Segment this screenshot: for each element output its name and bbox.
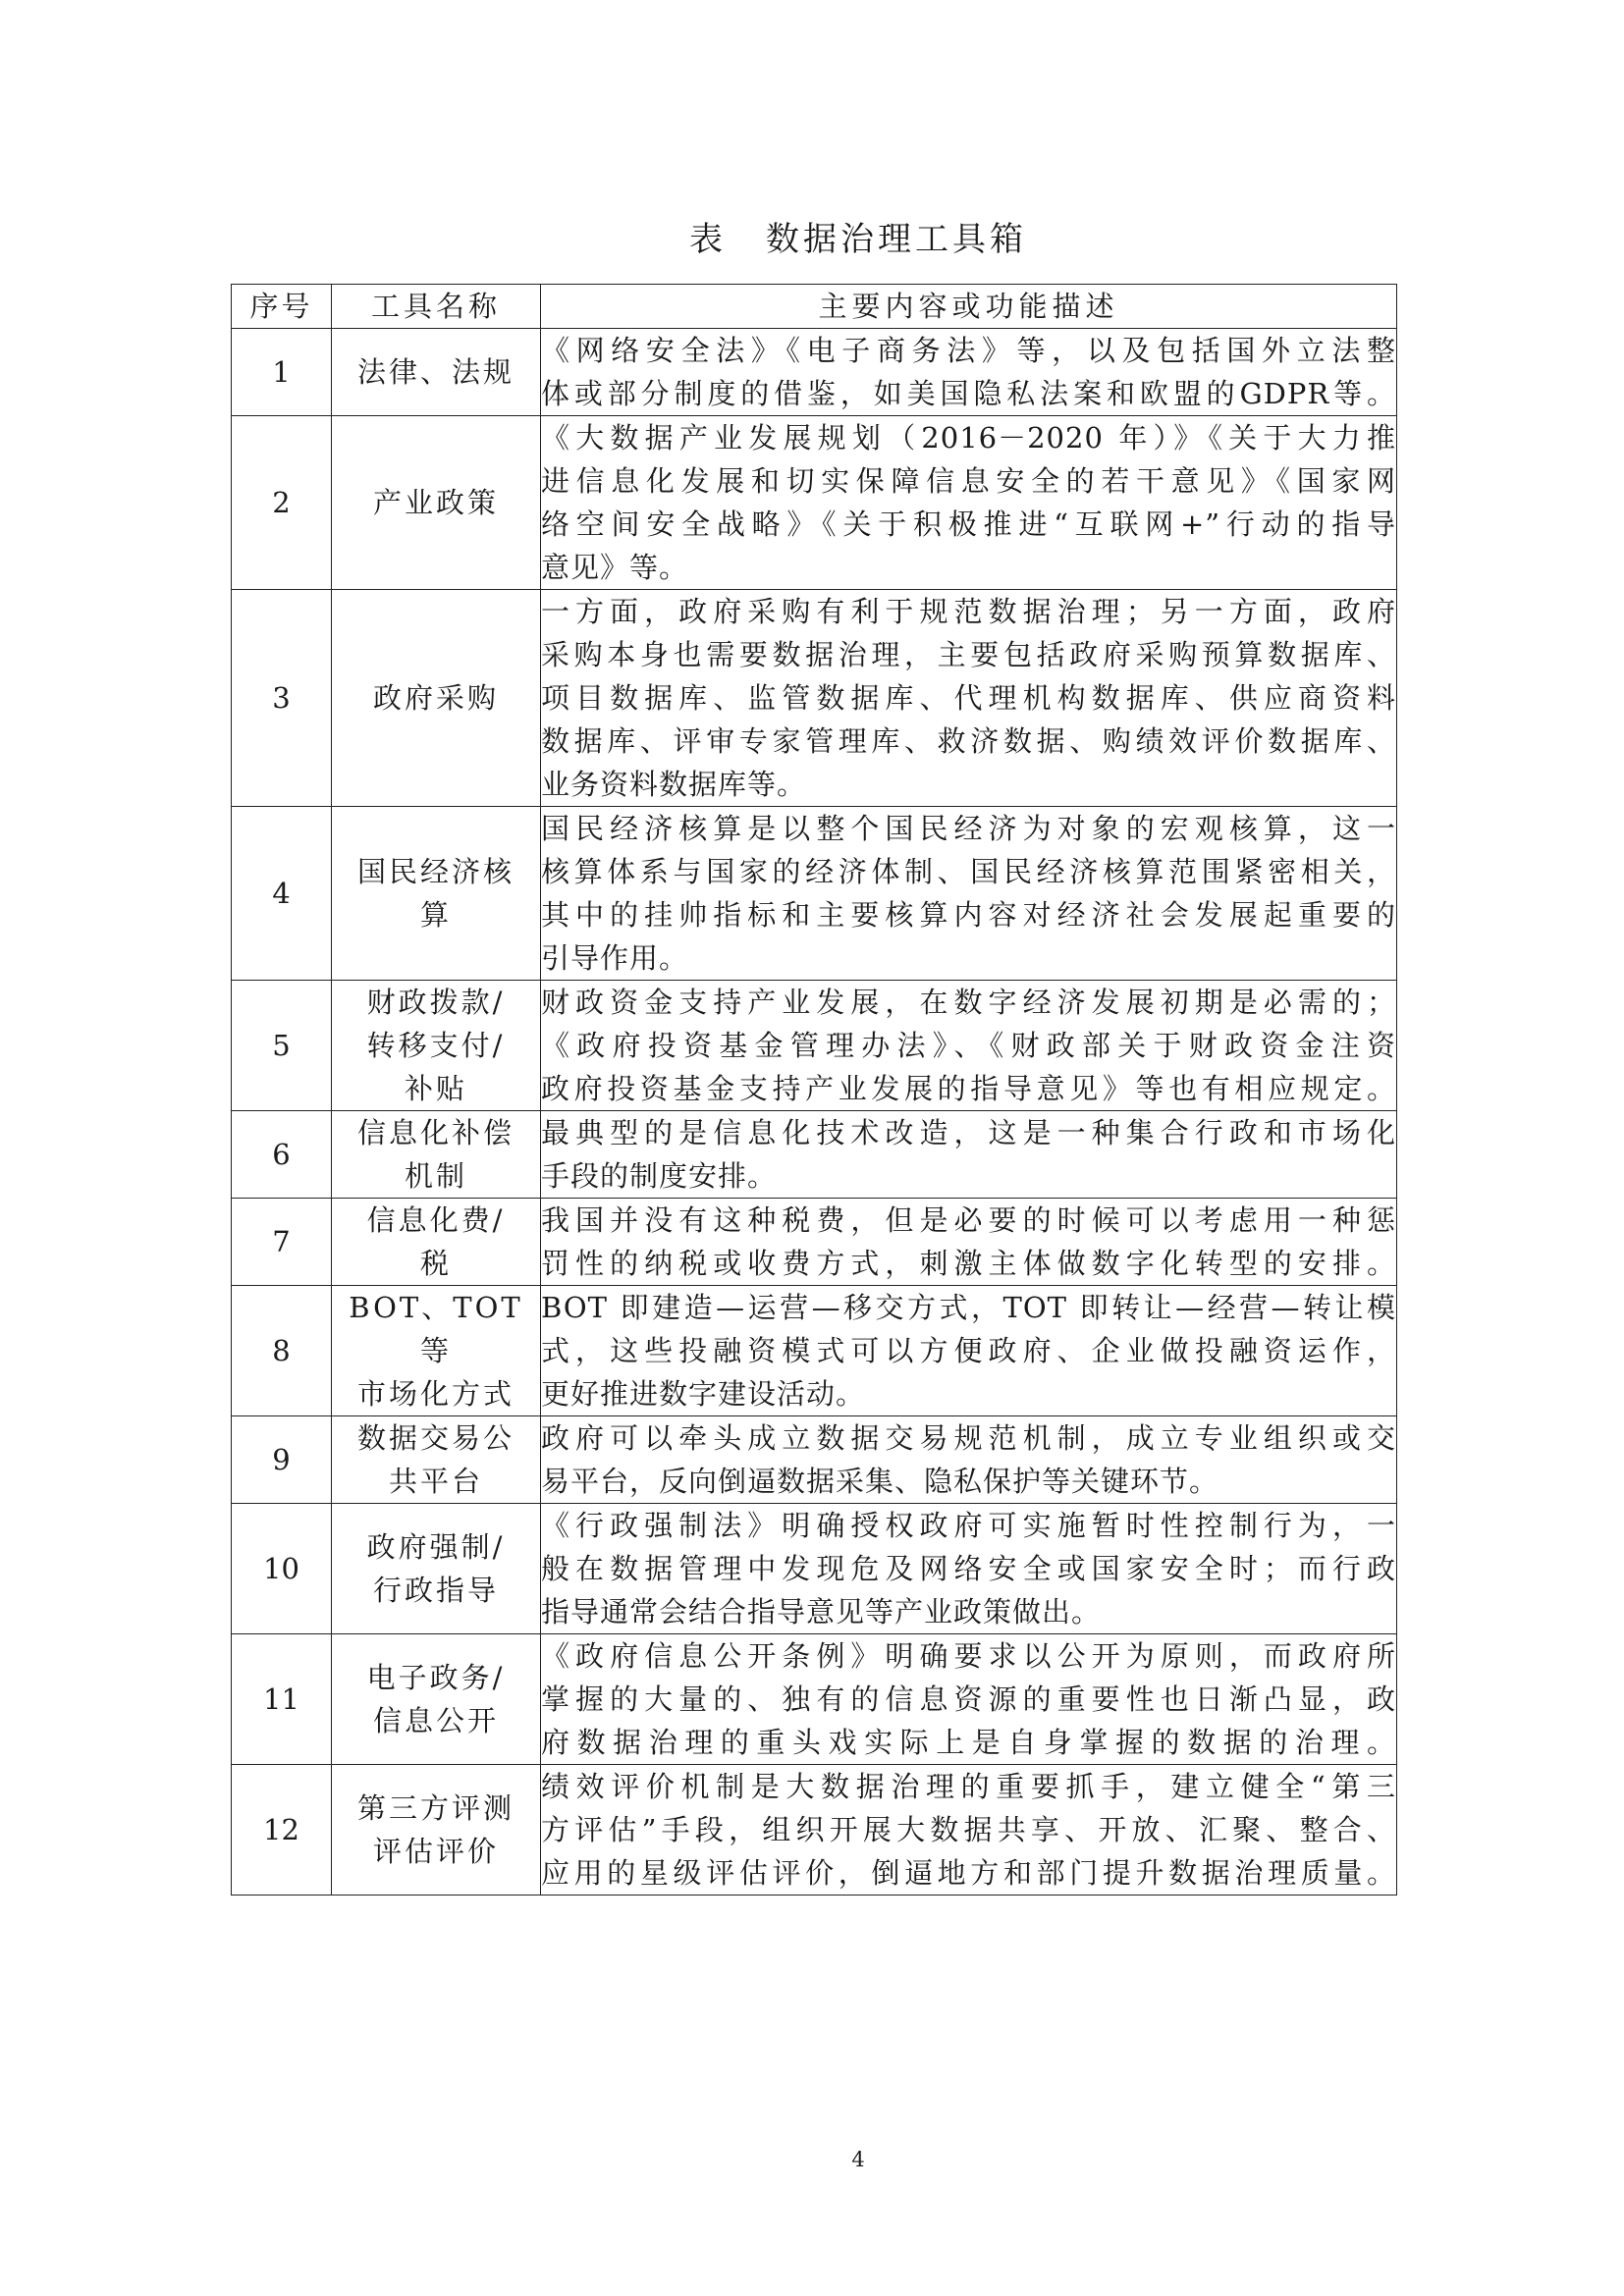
description-cell [541, 1111, 1397, 1199]
table-row [232, 807, 1397, 981]
row-serial-number: 1 [232, 329, 332, 416]
description-cell [541, 590, 1397, 807]
description-line: 采购本身也需要数据治理，主要包括政府采购预算数据库、 [541, 638, 1396, 671]
row-serial-number: 4 [232, 807, 332, 981]
tool-name-line: BOT、TOT 等 [349, 1291, 523, 1367]
description-cell [541, 1199, 1397, 1286]
tool-name-line: 市场化方式 [356, 1377, 514, 1411]
tool-name-cell [332, 1111, 541, 1199]
row-serial-number: 7 [232, 1199, 332, 1286]
header-description: 主要内容或功能描述 [541, 285, 1397, 329]
tool-name-line: 信息公开 [372, 1704, 499, 1737]
tool-name-line: 信息化费/ [366, 1203, 506, 1237]
description-cell [541, 1416, 1397, 1504]
row-serial-number: 11 [232, 1634, 332, 1765]
table-caption [0, 218, 1624, 261]
table-row [232, 981, 1397, 1111]
description-line: 易平台，反向倒逼数据采集、隐私保护等关键环节。 [541, 1465, 1219, 1498]
tool-name-line: 电子政务/ [366, 1661, 506, 1694]
tool-name-line: 法律、法规 [356, 355, 514, 389]
row-serial-number: 10 [232, 1504, 332, 1634]
table-row [232, 1286, 1397, 1416]
table-header [232, 285, 1397, 329]
row-serial-number: 5 [232, 981, 332, 1111]
table-caption-label: 表 [689, 220, 723, 259]
description-line: 般在数据管理中发现危及网络安全或国家安全时；而行政 [541, 1552, 1396, 1585]
table-row [232, 1765, 1397, 1896]
table-row [232, 329, 1397, 416]
tool-name-line: 国民经济核 [356, 855, 514, 888]
description-line: 方评估”手段，组织开展大数据共享、开放、汇聚、整合、 [541, 1813, 1396, 1846]
row-serial-number: 8 [232, 1286, 332, 1416]
table-row [232, 1634, 1397, 1765]
description-cell [541, 1504, 1397, 1634]
description-line: 项目数据库、监管数据库、代理机构数据库、供应商资料 [541, 681, 1396, 715]
tool-name-line: 税 [419, 1247, 452, 1280]
table-row [232, 1199, 1397, 1286]
table-row [232, 416, 1397, 590]
tool-name-cell [332, 807, 541, 981]
table-row [232, 1504, 1397, 1634]
description-line: 国民经济核算是以整个国民经济为对象的宏观核算，这一 [541, 812, 1396, 845]
tool-name-cell [332, 1765, 541, 1896]
tool-name-line: 产业政策 [372, 486, 499, 519]
description-line: 更好推进数字建设活动。 [541, 1377, 866, 1411]
tool-name-line: 行政指导 [372, 1574, 499, 1607]
description-line: 府数据治理的重头戏实际上是自身掌握的数据的治理。 [541, 1726, 1396, 1759]
description-cell [541, 329, 1397, 416]
tool-name-cell [332, 1634, 541, 1765]
tool-name-cell [332, 1286, 541, 1416]
tool-name-line: 转移支付/ [366, 1029, 506, 1062]
row-serial-number: 2 [232, 416, 332, 590]
description-line: 意见》等。 [541, 551, 689, 584]
description-line: 《政府投资基金管理办法》、《财政部关于财政资金注资 [541, 1029, 1396, 1062]
description-cell [541, 1765, 1397, 1896]
row-serial-number: 3 [232, 590, 332, 807]
description-line: 政府可以牵头成立数据交易规范机制，成立专业组织或交 [541, 1421, 1396, 1455]
tool-name-cell [332, 1199, 541, 1286]
tool-name-cell [332, 416, 541, 590]
table-row [232, 590, 1397, 807]
description-line: 体或部分制度的借鉴，如美国隐私法案和欧盟的GDPR等。 [541, 377, 1396, 410]
data-governance-toolbox-table [231, 284, 1397, 1896]
tool-name-line: 第三方评测 [356, 1791, 514, 1825]
tool-name-cell [332, 981, 541, 1111]
tool-name-cell [332, 590, 541, 807]
tool-name-line: 财政拨款/ [366, 986, 506, 1019]
table-row [232, 1416, 1397, 1504]
page-number: 4 [851, 2148, 865, 2171]
description-line: 引导作用。 [541, 941, 689, 975]
header-row [232, 285, 1397, 329]
description-line: 业务资料数据库等。 [541, 768, 807, 801]
header-serial-number: 序号 [232, 285, 332, 329]
description-line: 我国并没有这种税费，但是必要的时候可以考虑用一种惩 [541, 1203, 1396, 1237]
row-serial-number: 12 [232, 1765, 332, 1896]
description-cell [541, 807, 1397, 981]
tool-name-line: 数据交易公 [356, 1421, 514, 1455]
header-tool-name: 工具名称 [332, 285, 541, 329]
description-line: 罚性的纳税或收费方式，刺激主体做数字化转型的安排。 [541, 1247, 1396, 1280]
tool-name-line: 补贴 [404, 1072, 467, 1105]
description-cell [541, 416, 1397, 590]
description-line: 数据库、评审专家管理库、救济数据、购绩效评价数据库、 [541, 724, 1396, 758]
description-line: 财政资金支持产业发展，在数字经济发展初期是必需的； [541, 986, 1396, 1019]
tool-name-line: 机制 [404, 1159, 467, 1193]
description-line: 手段的制度安排。 [541, 1159, 778, 1193]
row-serial-number: 9 [232, 1416, 332, 1504]
table-body [232, 329, 1397, 1896]
description-line: 《政府信息公开条例》明确要求以公开为原则，而政府所 [541, 1639, 1396, 1673]
description-line: 络空间安全战略》《关于积极推进“互联网+”行动的指导 [541, 507, 1396, 541]
description-line: 一方面，政府采购有利于规范数据治理；另一方面，政府 [541, 595, 1396, 628]
description-line: 政府投资基金支持产业发展的指导意见》等也有相应规定。 [541, 1072, 1396, 1105]
description-line: 进信息化发展和切实保障信息安全的若干意见》《国家网 [541, 464, 1396, 498]
description-line: 《网络安全法》《电子商务法》等，以及包括国外立法整 [541, 334, 1396, 367]
tool-name-line: 政府采购 [372, 681, 499, 715]
description-cell [541, 1286, 1397, 1416]
tool-name-line: 政府强制/ [366, 1530, 506, 1564]
tool-name-cell [332, 1504, 541, 1634]
tool-name-cell [332, 329, 541, 416]
description-line: 核算体系与国家的经济体制、国民经济核算范围紧密相关， [541, 855, 1396, 888]
description-line: 《行政强制法》明确授权政府可实施暂时性控制行为，一 [541, 1509, 1396, 1542]
table-row [232, 1111, 1397, 1199]
tool-name-line: 算 [419, 898, 452, 932]
tool-name-line: 信息化补偿 [356, 1116, 514, 1149]
description-line: 绩效评价机制是大数据治理的重要抓手，建立健全“第三 [541, 1770, 1396, 1803]
description-line: 指导通常会结合指导意见等产业政策做出。 [541, 1595, 1102, 1629]
description-cell [541, 1634, 1397, 1765]
description-line: 应用的星级评估评价，倒逼地方和部门提升数据治理质量。 [541, 1856, 1396, 1890]
description-line: 《大数据产业发展规划（2016－2020 年）》《关于大力推 [541, 421, 1396, 454]
table-caption-text: 数据治理工具箱 [766, 220, 1027, 259]
tool-name-line: 评估评价 [372, 1835, 499, 1868]
description-cell [541, 981, 1397, 1111]
description-line: 式，这些投融资模式可以方便政府、企业做投融资运作， [541, 1334, 1396, 1367]
row-serial-number: 6 [232, 1111, 332, 1199]
description-line: 掌握的大量的、独有的信息资源的重要性也日渐凸显，政 [541, 1682, 1396, 1716]
description-line: 最典型的是信息化技术改造，这是一种集合行政和市场化 [541, 1116, 1396, 1149]
tool-name-line: 共平台 [388, 1465, 483, 1498]
description-line: BOT 即建造—运营—移交方式，TOT 即转让—经营—转让模 [541, 1291, 1396, 1324]
tool-name-cell [332, 1416, 541, 1504]
description-line: 其中的挂帅指标和主要核算内容对经济社会发展起重要的 [541, 898, 1396, 932]
